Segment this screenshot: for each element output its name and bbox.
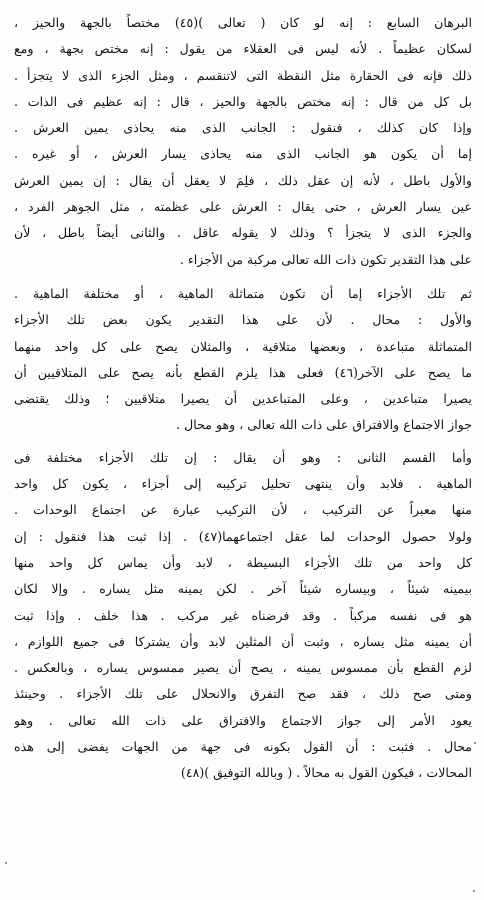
text-line: ذلك فإنه فى الحقارة مثل النقطة التى لاتنقسم ، ومثل الجزء الذى لا يتجزأ .	[14, 67, 472, 83]
text-line: جواز الاجتماع والافتراق على ذات الله تعالى ، وهو محال .	[176, 417, 472, 433]
text-line: ولولا حصول الوحدات لما عقل اجتماعهما(٤٧) . إذا ثبت هذا فنقول : إن	[14, 528, 472, 544]
scan-speck	[5, 862, 7, 864]
scan-speck	[474, 742, 476, 744]
body-text	[14, 10, 472, 787]
text-line: ثم تلك الأجزاء إما أن تكون متماثلة الماهية ، أو مختلفة الماهية .	[14, 285, 472, 301]
text-line: إما أن يكون هو الجانب الذى منه يحاذى يسار العرش ، أو غيره .	[14, 146, 472, 162]
text-line: عين يسار العرش ، حتى يقال : العرش على عظمته ، مثل الجوهر الفرد ،	[14, 199, 472, 215]
text-line: والجزء الذى لا يتجزأ ؟ وذلك لا يقوله عاقل . والثانى أيضاً باطل ، لأن	[14, 225, 472, 241]
text-line: محال . فثبت : أن القول بكونه فى جهة من الجهات يفضى إلى هذه	[14, 739, 472, 755]
text-line: بل كل من قال : إنه مختص بالجهة والحيز ، قال : إنه عظيم فى الذات .	[14, 93, 472, 109]
paragraph-seventh-proof	[14, 10, 472, 273]
text-line: يصيرا متباعدين ، وعلى المتباعدين أن يصيرا متلاقيين ؛ وذلك يقتضى	[14, 391, 472, 407]
text-line: الماهية . فلابد وأن ينتهى تحليل تركيبه إلى أجزاء ، يكون كل واحد	[14, 476, 472, 492]
text-line: ومتى صح ذلك ، فقد صح التفرق والانحلال على تلك الأجزاء . وحينئذ	[14, 686, 472, 702]
text-line: لزم القطع بأن ممسوس يمينه ، يصح أن يصير ممسوس يساره ، وبالعكس .	[14, 660, 472, 676]
text-line: أن يمينه مثل يساره ، وثبت أن المثلين لابد وأن يشتركا فى جميع اللوازم ،	[14, 633, 472, 649]
text-line: بيمينه شيئاً ، وبيساره شيئاً آخر . لكن يمينه مثل يساره . وإلا لكان	[14, 581, 472, 597]
text-line: كل واحد من تلك الأجزاء البسيطة ، لابد وأن يماس كل واحد منها	[14, 554, 472, 570]
text-line: والأول باطل ، لأنه إن عقل ذلك ، فلِمَ لا يعقل أن يقال : إن يمين العرش	[14, 172, 472, 188]
text-line: وأما القسم الثانى : وهو أن يقال : إن تلك الأجزاء مختلفة فى	[14, 449, 472, 465]
paragraph-gap	[14, 273, 472, 281]
text-line: ما يصح على الآخر(٤٦) فعلى هذا يلزم القطع بأنه يصح على المتلاقيين أن	[14, 364, 472, 380]
paragraph-second-case	[14, 445, 472, 787]
text-line: هو فى نفسه مركباً . وقد فرضناه غير مركب . هذا خلف . وإذا ثبت	[14, 607, 472, 623]
text-line: يعود الأمر إلى جواز الاجتماع والافتراق على ذات الله تعالى . وهو	[14, 712, 472, 728]
text-line: على هذا التقدير تكون ذات الله تعالى مركبة من الأجزاء .	[179, 251, 472, 267]
text-line: لسكان عظيماً . لأنه ليس فى العقلاء من يقول : إنه مختص بجهة ، ومع	[14, 41, 472, 57]
text-line: وإذا كان كذلك ، فنقول : الجانب الذى منه يحاذى يمين العرش .	[14, 120, 472, 136]
scan-speck	[473, 890, 475, 892]
text-line: المتماثلة متباعدة ، وبعضها متلاقية ، والمثلان يصح على كل واحد منهما	[14, 338, 472, 354]
text-line: والأول : محال . لأن على هذا التقدير يكون بعض تلك الأجزاء	[14, 312, 472, 328]
text-line: البرهان السابع : إنه لو كان ( تعالى )(٤٥) مختصاً بالجهة والحيز ،	[14, 15, 472, 30]
text-line: منها معبراً عن التركيب ، لأن التركيب عبارة عن اجتماع الوحدات .	[14, 502, 472, 518]
text-line: المحالات ، فيكون القول به محالاً . ( وبالله التوفيق )(٤٨)	[180, 765, 472, 781]
paragraph-first-case	[14, 281, 472, 439]
